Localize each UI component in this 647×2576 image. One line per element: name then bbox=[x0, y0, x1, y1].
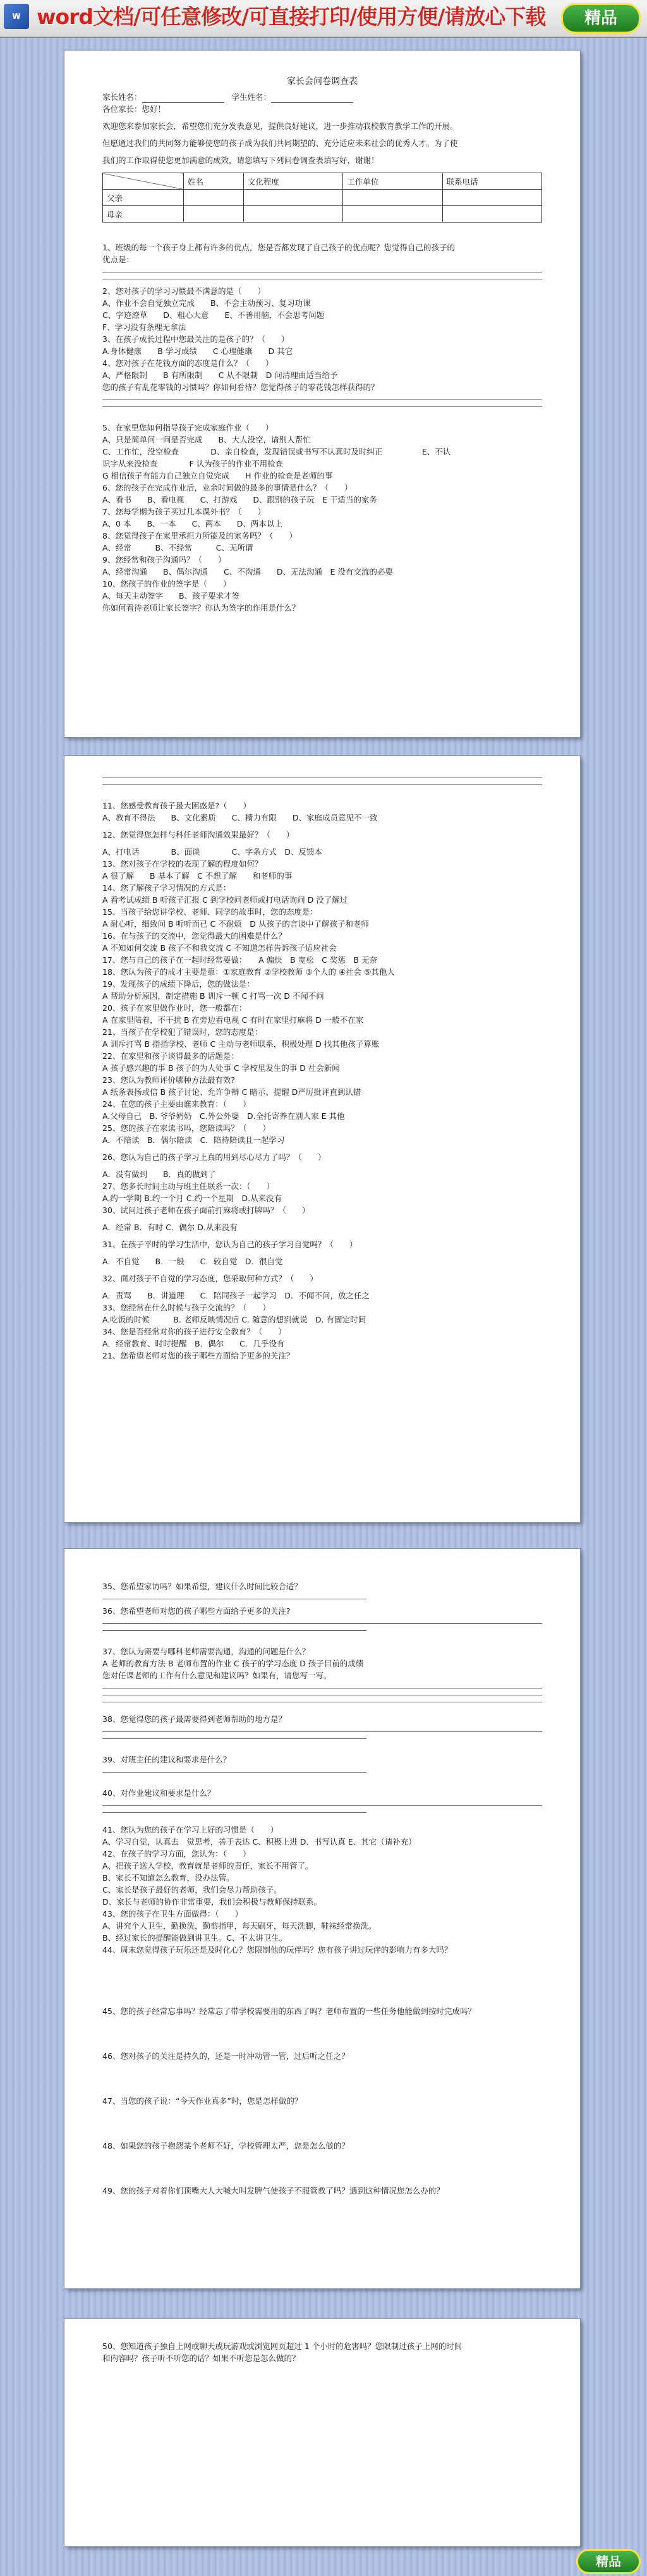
parent-info-table bbox=[102, 173, 542, 223]
table-row bbox=[103, 190, 542, 206]
question-32: 32、面对孩子不自觉的学习态度，您采取何种方式？（ ） bbox=[102, 1274, 318, 1283]
question-24: 24、在您的孩子主要由谁来教育：（ ） bbox=[102, 1099, 251, 1109]
answer-line bbox=[102, 1805, 542, 1806]
option: A 不知如何交流 B 孩子不和我交流 C 不知道怎样告诉孩子适应社会 bbox=[102, 943, 337, 953]
question-10-extra: 你如何看待老师让家长签字？你认为签字的作用是什么？ bbox=[102, 603, 300, 613]
question-11: 11、您感受教育孩子最大困惑是?（ ） bbox=[102, 801, 251, 810]
question-38: 38、您觉得您的孩子最需要得到老师帮助的地方是？ bbox=[102, 1714, 286, 1724]
student-name-blank bbox=[271, 94, 353, 103]
question-17: 17、您与自己的孩子在一起时经常要做： A 偏快 B 宽松 C 奖惩 B 无奈 bbox=[102, 955, 377, 965]
table-header: 姓名 bbox=[184, 173, 244, 190]
question-8: 8、您觉得孩子在家里承担力所能及的家务吗？（ ） bbox=[102, 531, 297, 540]
table-header: 联系电话 bbox=[442, 173, 541, 190]
question-47: 47、当您的孩子说：“今天作业真多”时，您是怎样做的？ bbox=[102, 2096, 303, 2106]
option: A、讲究个人卫生，勤换洗，勤剪指甲，每天刷牙，每天洗脚，鞋袜经常换洗。 bbox=[102, 1921, 377, 1931]
intro-line: 欢迎您来参加家长会，希望您们充分发表意见，提供良好建议，进一步推动我校教育教学工作的开展。 bbox=[102, 121, 458, 131]
option: A、经常 B、不经常 C、无所谓 bbox=[102, 543, 253, 552]
answer-line bbox=[102, 1598, 366, 1599]
option: A、经常沟通 B、偶尔沟通 C、不沟通 D、无法沟通 E 没有交流的必要 bbox=[102, 567, 393, 577]
answer-line bbox=[102, 399, 542, 400]
row-label: 母亲 bbox=[103, 206, 184, 223]
option: C、工作忙，没空检查 D、亲自检查，发现错误或书写不认真时及时纠正 E、不认 bbox=[102, 447, 451, 456]
question-3: 3、在孩子成长过程中您最关注的是孩子的？（ ） bbox=[102, 334, 289, 344]
option: A 训斥打骂 B 指指学校、老师 C 主动与老师联系，积极处理 D 找其他孩子算账 bbox=[102, 1039, 380, 1049]
answer-line bbox=[102, 784, 542, 785]
option: A 纸条表扬或信 B 孩子讨论、允许争辩 C 暗示、提醒 D严厉批评直到认错 bbox=[102, 1087, 361, 1097]
option: A 在家里陪着，不干扰 B 在旁边看电视 C 有时在家里打麻将 D 一般不在家 bbox=[102, 1015, 364, 1025]
question-37: 37、您认为需要与哪科老师需要沟通，沟通的问题是什么？ bbox=[102, 1647, 310, 1656]
option: C、字迹潦草 D、粗心大意 E、不善用脑，不会思考问题 bbox=[102, 310, 325, 320]
question-25: 25、您的孩子在家读书吗，您陪读吗？（ ） bbox=[102, 1123, 270, 1133]
question-5: 5、在家里您如何指导孩子完成家庭作业（ ） bbox=[102, 423, 274, 432]
table-header: 文化程度 bbox=[243, 173, 342, 190]
question-15: 15、当孩子给您讲学校、老师、同学的故事时，您的态度是： bbox=[102, 907, 318, 917]
word-logo-icon: W bbox=[4, 4, 29, 29]
name-line bbox=[102, 91, 542, 103]
option: 识字从来没检查 F 认为孩子的作业不用检查 bbox=[102, 459, 284, 468]
question-36: 36、您希望老师对您的孩子哪些方面给予更多的关注? bbox=[102, 1606, 291, 1616]
question-10: 10、您孩子的作业的签字是（ ） bbox=[102, 579, 231, 589]
option: B、经过家长的提醒能做到讲卫生。C、不太讲卫生。 bbox=[102, 1933, 287, 1943]
question-30: 30、试问过孩子老师在孩子面前打麻将或打牌吗？（ ） bbox=[102, 1206, 310, 1215]
question-9: 9、您经常和孩子沟通吗？（ ） bbox=[102, 555, 226, 565]
option: A、把孩子送入学校，教育就是老师的责任，家长不用管了。 bbox=[102, 1861, 313, 1871]
intro-line: 我们的工作取得使您更加满意的成效，请您填写下列问卷调查表填写好，谢谢！ bbox=[102, 156, 379, 165]
question-44: 44、周末您觉得孩子玩乐还是及时化心？您限制他的玩伴吗？您有孩子讲过玩伴的影响力有多大吗？ bbox=[102, 1945, 452, 1955]
answer-line bbox=[102, 1694, 542, 1695]
question-41: 41、您认为您的孩子在学习上好的习惯是（ ） bbox=[102, 1825, 279, 1834]
option: A 很了解 B 基本了解 C 不想了解 和老师的事 bbox=[102, 871, 293, 881]
answer-line bbox=[102, 406, 542, 407]
promo-banner bbox=[0, 0, 647, 38]
question-7: 7、您每学期为孩子买过几本课外书？（ ） bbox=[102, 507, 265, 516]
question-19: 19、发现孩子的成绩下降后，您的做法是： bbox=[102, 979, 255, 989]
question-20: 20、孩子在家里做作业时，您一般都在： bbox=[102, 1003, 247, 1013]
option: A、作业不会自觉独立完成 B、不会主动预习、复习功课 bbox=[102, 298, 311, 308]
quality-badge: 精品 bbox=[561, 3, 641, 34]
option: A 老师的教育方法 B 老师布置的作业 C 孩子的学习态度 D 孩子目前的成绩 bbox=[102, 1659, 364, 1668]
option: B、家长不知道怎么教育，没办法管。 bbox=[102, 1873, 234, 1883]
question-13: 13、您对孩子在学校的表现了解的程度如何？ bbox=[102, 859, 263, 869]
question-43: 43、您的孩子在卫生方面做得：（ ） bbox=[102, 1909, 243, 1919]
answer-line bbox=[102, 1623, 542, 1624]
option: A 耐心听，细致问 B 听听而已 C 不耐烦 D 从孩子的言谈中了解孩子和老师 bbox=[102, 919, 369, 929]
question-40: 40、对作业建议和要求是什么？ bbox=[102, 1788, 215, 1798]
option: A、打电话 B、面谈 C、字条方式 D、反馈本 bbox=[102, 847, 322, 857]
question-16: 16、在与孩子的交流中，您觉得最大的困难是什么？ bbox=[102, 931, 286, 941]
answer-line bbox=[102, 1701, 542, 1702]
option: A 看考试成绩 B 听孩子汇报 C 到学校问老师或打电话询问 D 没了解过 bbox=[102, 895, 348, 905]
question-1-cont: 优点是： bbox=[102, 255, 135, 264]
option: A 帮助分析原因，制定措施 B 训斥一顿 C 打骂一次 D 不闻不问 bbox=[102, 991, 324, 1001]
question-45: 45、您的孩子经常忘事吗？经常忘了带学校需要用的东西了吗？老师布置的一些任务他能做到按时完成吗？ bbox=[102, 2006, 476, 2016]
option: A．不自觉 B．一般 C．较自觉 D．很自觉 bbox=[102, 1257, 283, 1266]
question-23: 23、您认为教师评价哪种方法最有效? bbox=[102, 1075, 236, 1085]
student-name-label: 学生姓名： bbox=[231, 92, 271, 102]
option: C、家长是孩子最好的老师，我们会尽力帮助孩子。 bbox=[102, 1885, 282, 1895]
question-50-cont: 和内容吗？孩子听不听您的话？如果不听您是怎么做的？ bbox=[102, 2353, 300, 2363]
option: A、只是简单问一问是否完成 B、大人没空，请别人帮忙 bbox=[102, 435, 311, 444]
banner-text: word文档/可任意修改/可直接打印/使用方便/请放心下载 bbox=[37, 4, 546, 29]
answer-line bbox=[102, 1687, 542, 1688]
document-page-3 bbox=[64, 1549, 580, 2288]
question-21: 21、当孩子在学校犯了错误时，您的态度是： bbox=[102, 1027, 263, 1037]
question-4: 4、您对孩子在花钱方面的态度是什么？（ ） bbox=[102, 358, 274, 368]
question-50: 50、您知道孩子独自上网或聊天或玩游戏或浏览网页超过 1 个小时的危害吗？您限制过孩子上网的时间 bbox=[102, 2341, 463, 2351]
answer-line bbox=[102, 777, 542, 778]
option: A、教育不得法 B、文化素质 C、精力有限 D、家庭成员意见不一致 bbox=[102, 813, 378, 822]
question-4-extra: 您的孩子有乱花零钱的习惯吗？你如何看待？您觉得孩子的零花钱怎样获得的？ bbox=[102, 382, 379, 392]
question-1: 1、班级的每一个孩子身上都有许多的优点，您是否都发现了自己孩子的优点呢？您觉得自己的孩子的 bbox=[102, 243, 455, 252]
quality-badge-bottom: 精品 bbox=[576, 2549, 641, 2574]
option: A．经常教育、时时提醒 B．偶尔 C．几乎没有 bbox=[102, 1339, 285, 1348]
option: F、学习没有条理无拿法 bbox=[102, 322, 186, 332]
option: A、看书 B、看电视 C、打游戏 D、跟别的孩子玩 E 干适当的家务 bbox=[102, 495, 377, 504]
question-48: 48、如果您的孩子抱怨某个老师不好，学校管理太严，您是怎么做的？ bbox=[102, 2141, 349, 2151]
question-34: 34、您是否经常对你的孩子进行安全教育？（ ） bbox=[102, 1327, 286, 1336]
answer-line bbox=[102, 1812, 366, 1813]
option: A、学习自觉，认真去 觉思考，善于表达 C、积极上进 D、书写认真 E、其它（请补充） bbox=[102, 1837, 416, 1847]
greeting: 各位家长：您好！ bbox=[102, 104, 166, 114]
parent-name-label: 家长姓名： bbox=[102, 92, 142, 102]
question-42: 42、在孩子的学习方面，您认为：（ ） bbox=[102, 1849, 251, 1859]
option: A.身体健康 B 学习成绩 C 心理健康 D 其它 bbox=[102, 346, 293, 356]
question-31: 31、在孩子平时的学习生活中，您认为自己的孩子学习自觉吗？（ ） bbox=[102, 1240, 358, 1249]
answer-line bbox=[102, 1771, 366, 1773]
option: A.吃饭的时候 B. 老师反映情况后 C. 随意的想到就说 D. 有固定时间 bbox=[102, 1315, 366, 1324]
table-corner-cell bbox=[103, 173, 184, 190]
option: A.父母自己 B. 爷爷奶奶 C.外公外婆 D.全托寄养在别人家 E 其他 bbox=[102, 1111, 345, 1121]
option: A、每天主动签字 B、孩子要求才签 bbox=[102, 591, 240, 601]
option: A、严格限制 B 有所限制 C 从不限制 D 问清理由适当给予 bbox=[102, 370, 338, 380]
option: D、家长与老师的协作非常重要，我们会积极与教师保持联系。 bbox=[102, 1897, 322, 1907]
document-page-1 bbox=[64, 51, 580, 737]
question-12: 12、您觉得您怎样与科任老师沟通效果最好？（ ） bbox=[102, 830, 294, 839]
question-22: 22、在家里和孩子谈得最多的话题是： bbox=[102, 1051, 239, 1061]
document-page-4 bbox=[64, 2319, 580, 2546]
answer-line bbox=[102, 271, 542, 272]
option: A．经常 B．有时 C．偶尔 D.从来没有 bbox=[102, 1223, 238, 1232]
question-46: 46、您对孩子的关注是持久的，还是一时冲动管一管，过后听之任之？ bbox=[102, 2051, 349, 2061]
option: A 孩子感兴趣的事 B 孩子的为人处事 C 学校里发生的事 D 社会新闻 bbox=[102, 1063, 340, 1073]
question-2: 2、您对孩子的学习习惯最不满意的是（ ） bbox=[102, 286, 265, 296]
option: A、0 本 B、一本 C、两本 D、两本以上 bbox=[102, 519, 282, 528]
option: A．没有做到 B．真的做到了 bbox=[102, 1169, 216, 1179]
question-49: 49、您的孩子对着你们顶嘴大人大喊大叫发脾气使孩子不服管教了吗？遇到这种情况您怎么办的？ bbox=[102, 2186, 444, 2195]
question-37-extra: 您对任课老师的工作有什么意见和建议吗？如果有，请您写一写。 bbox=[102, 1671, 332, 1680]
question-18: 18、您认为孩子的成才主要是靠：①家庭教育 ②学校教师 ③个人的 ④社会 ⑤其他人 bbox=[102, 967, 395, 977]
question-6: 6、您的孩子在完成作业后，业余时间做的最多的事情是什么？（ ） bbox=[102, 483, 353, 492]
answer-line bbox=[102, 1731, 542, 1732]
question-34-extra: 21、您希望老师对您的孩子哪些方面给予更多的关注？ bbox=[102, 1351, 294, 1360]
intro-line: 但愿通过我们的共同努力能够使您的孩子成为我们共同期望的、充分适应未来社会的优秀人才。为了使 bbox=[102, 138, 458, 148]
table-row bbox=[103, 206, 542, 223]
option: A.约一学期 B.约一个月 C.约一个星期 D.从来没有 bbox=[102, 1193, 282, 1203]
question-35: 35、您希望家访吗？如果希望，建议什么时间比较合适？ bbox=[102, 1582, 302, 1591]
row-label: 父亲 bbox=[103, 190, 184, 206]
option: A．不陪读 B．偶尔陪读 C．陪待陪读且一起学习 bbox=[102, 1135, 285, 1145]
answer-line bbox=[102, 278, 542, 279]
answer-line bbox=[102, 1630, 366, 1631]
question-33: 33、您经常在什么时候与孩子交流的？（ ） bbox=[102, 1303, 270, 1312]
option: G 相信孩子有能力自己独立自觉完成 H 作业的检查是老师的事 bbox=[102, 471, 333, 480]
question-27: 27、您多长时间主动与班主任联系一次：（ ） bbox=[102, 1181, 275, 1191]
page-title: 家长会问卷调查表 bbox=[287, 76, 358, 87]
question-39: 39、对班主任的建议和要求是什么？ bbox=[102, 1755, 231, 1764]
document-page-2 bbox=[64, 756, 580, 1522]
table-header: 工作单位 bbox=[343, 173, 442, 190]
question-26: 26、您认为自己的孩子学习上真的用到尽心尽力了吗？（ ） bbox=[102, 1152, 326, 1162]
answer-line bbox=[102, 1738, 366, 1739]
parent-name-blank bbox=[142, 94, 224, 103]
option: A．责骂 B．讲道理 C．陪同孩子一起学习 D．不闻不问，放之任之 bbox=[102, 1291, 370, 1300]
question-14: 14、您了解孩子学习情况的方式是： bbox=[102, 883, 231, 893]
